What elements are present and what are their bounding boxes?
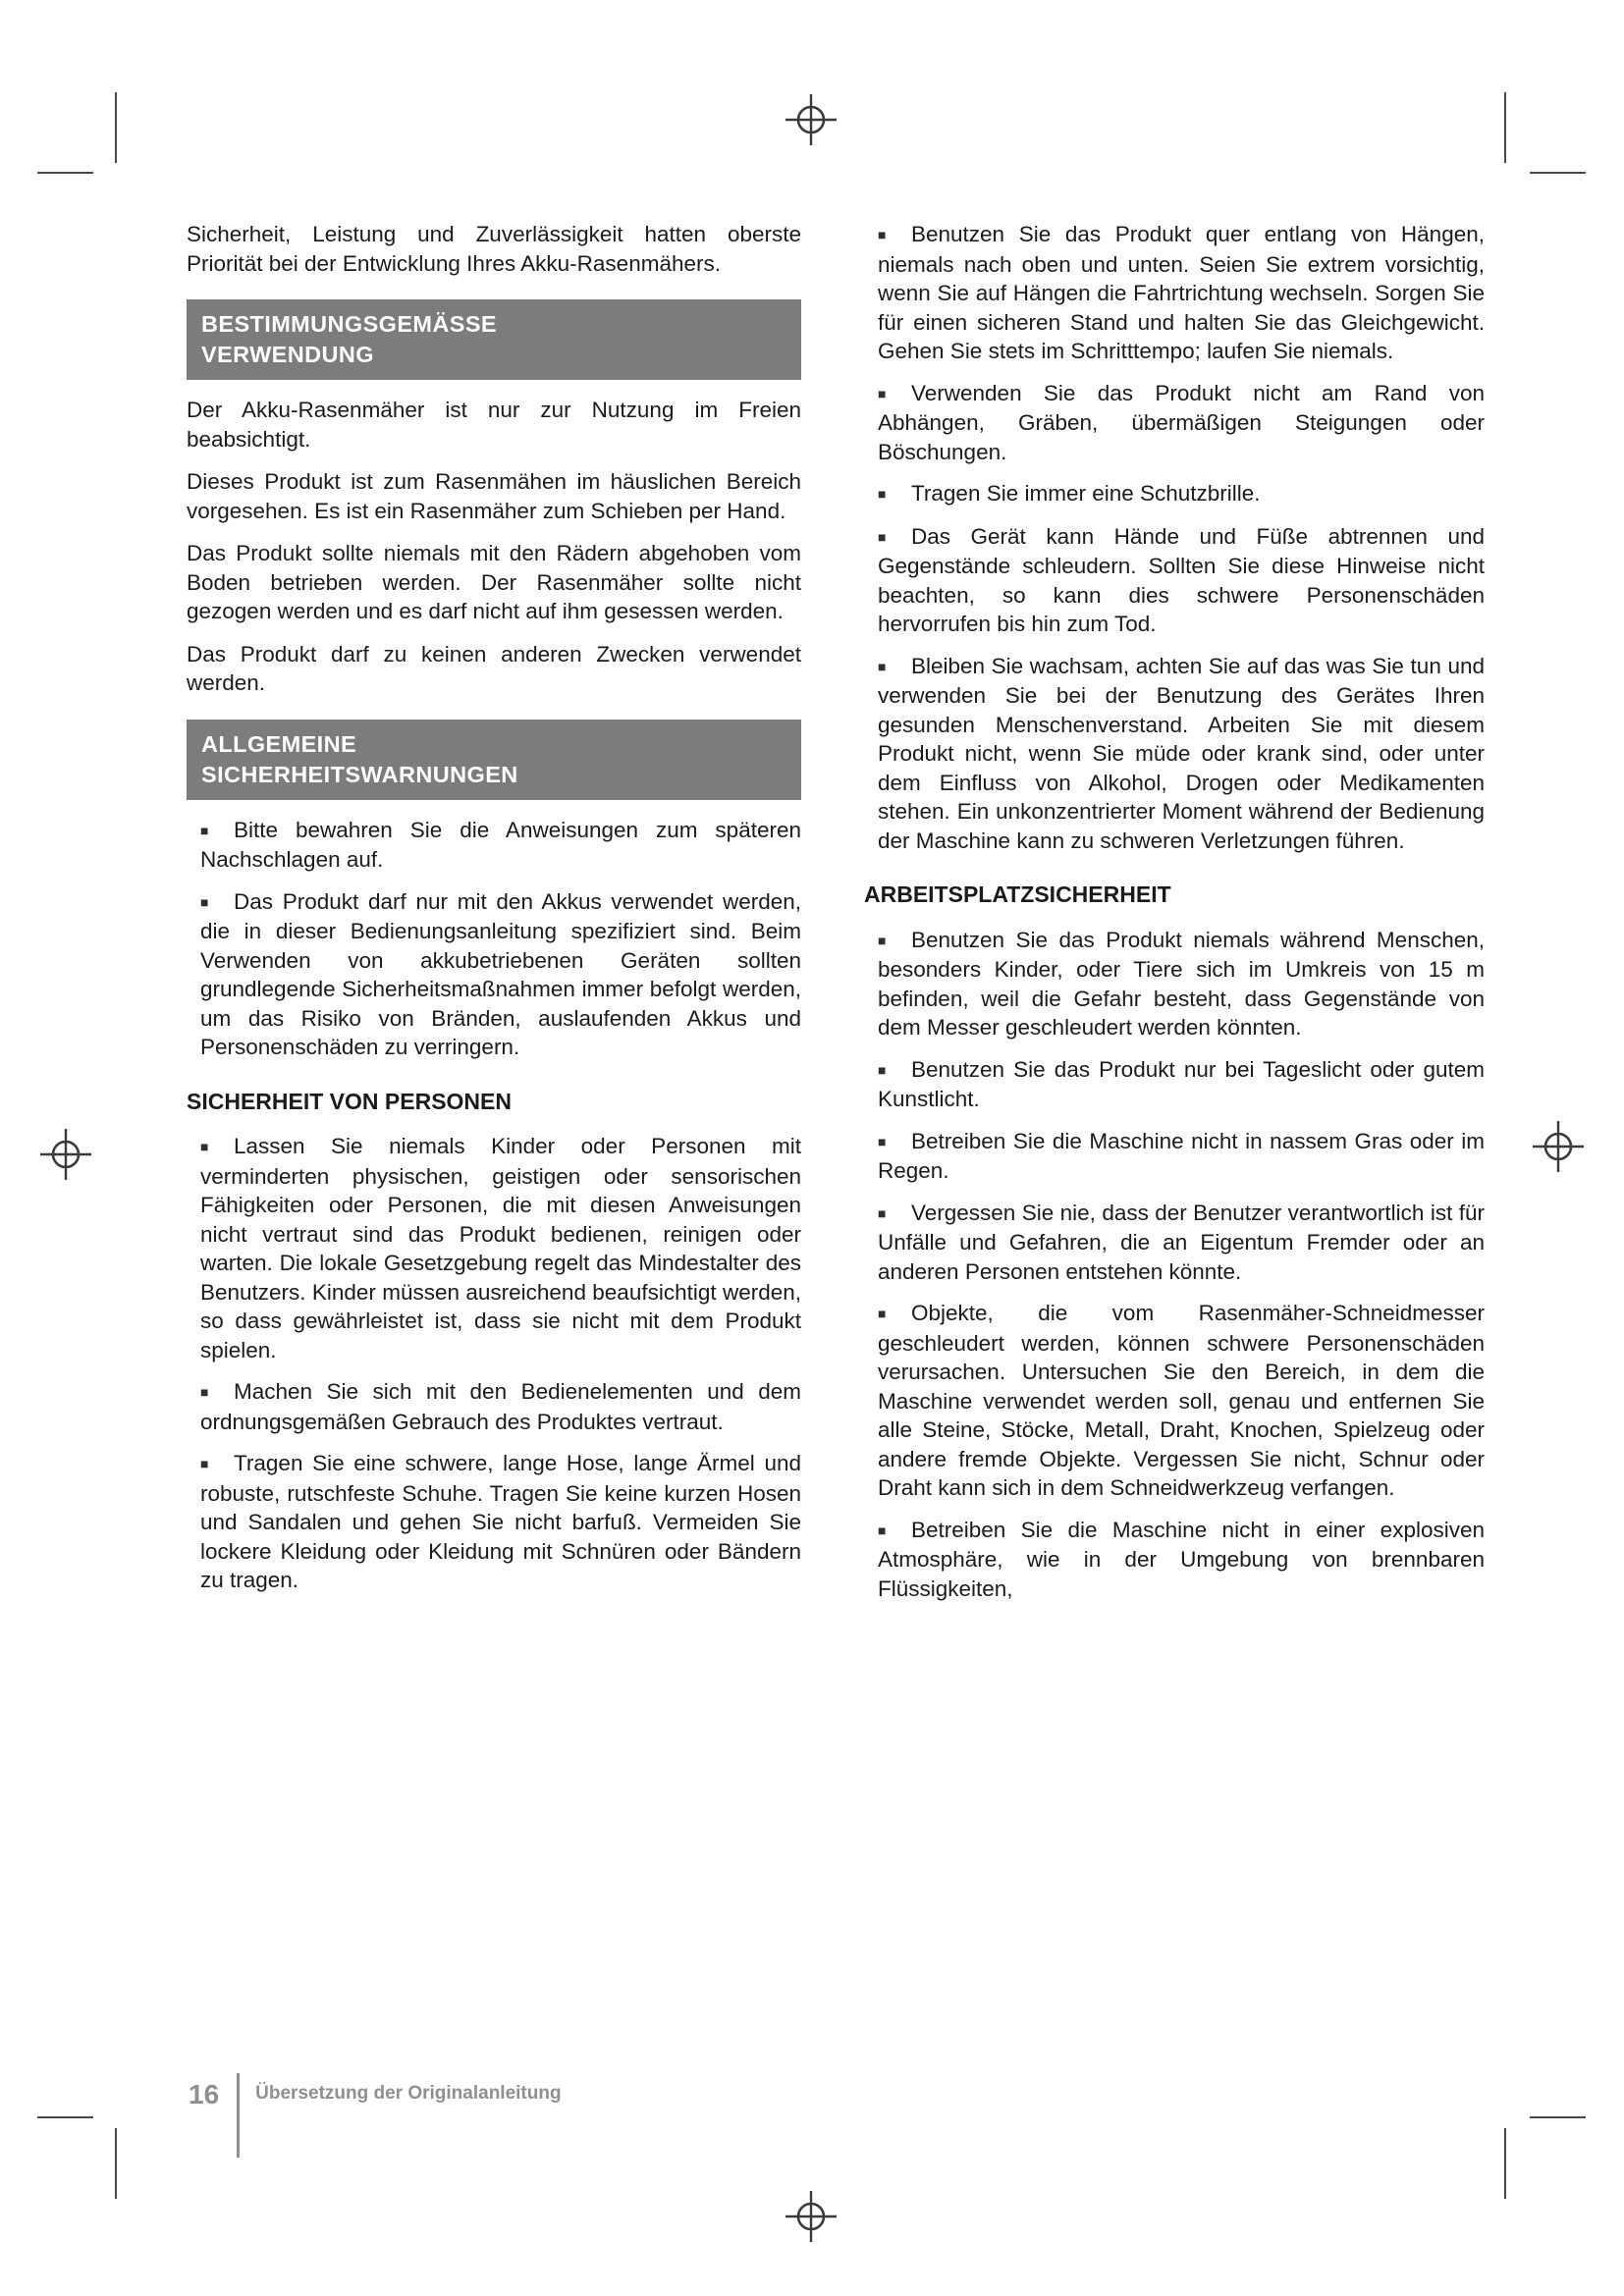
crop-mark-top-left-horizontal — [37, 172, 93, 174]
bullet-item — [187, 1132, 801, 1364]
section-title-line: ALLGEMEINE — [201, 730, 357, 757]
bullet-text: Benutzen Sie das Produkt quer entlang von Hängen, niemals nach oben und unten. Seien Sie extrem vorsichtig, wenn Sie auf Hängen die Fahrtrichtung wechseln. Sorgen Sie für einen sicheren Stand und halten Sie das Gleichgewicht. Gehen Sie stets im Schritttempo; laufen Sie niemals. — [878, 222, 1485, 363]
bullet-text: Betreiben Sie die Maschine nicht in nassem Gras oder im Regen. — [878, 1128, 1485, 1183]
bullet-item — [864, 1199, 1485, 1287]
square-bullet-icon: ■ — [878, 658, 887, 674]
bullet-text: Objekte, die vom Rasenmäher-Schneidmesser geschleudert werden, können schwere Personenschäden verursachen. Untersuchen Sie den Bereich, in dem die Maschine verwendet werden soll, genau und entfernen Sie alle Steine, Stöcke, Metall, Draht, Knochen, Spielzeug oder andere fremde Objekte. Vergessen Sie nicht, Schnur oder Draht kann sich in dem Schneidwerkzeug verfangen. — [878, 1301, 1485, 1500]
square-bullet-icon: ■ — [878, 1204, 887, 1221]
paragraph: Das Produkt darf zu keinen anderen Zwecken verwendet werden. — [187, 641, 801, 695]
bullet-item — [187, 816, 801, 875]
bullet-text: Lassen Sie niemals Kinder oder Personen mit verminderten physischen, geistigen oder sensorischen Fähigkeiten oder Personen, die mit diesen Anweisungen nicht vertraut sind das Produkt bedienen, reinigen oder warten. Die lokale Gesetzgebung regelt das Mindestalter des Benutzers. Kinder müssen ausreichend beaufsichtigt werden, so dass gewährleistet ist, dass sie nicht mit dem Produkt spielen. — [200, 1134, 801, 1362]
bullet-item — [187, 1449, 801, 1595]
square-bullet-icon: ■ — [878, 227, 887, 242]
section-title-line: VERWENDUNG — [201, 342, 374, 367]
square-bullet-icon: ■ — [878, 385, 887, 401]
square-bullet-icon: ■ — [200, 1139, 209, 1154]
paragraph: Dieses Produkt ist zum Rasenmähen im häuslichen Bereich vorgesehen. Es ist ein Rasenmäher zum Schieben per Hand. — [187, 469, 801, 523]
bullet-text: Tragen Sie immer eine Schutzbrille. — [911, 481, 1261, 506]
bullet-item — [864, 1127, 1485, 1186]
bullet-text: Tragen Sie eine schwere, lange Hose, lange Ärmel und robuste, rutschfeste Schuhe. Tragen Sie keine kurzen Hosen und Sandalen und gehen Sie nicht barfuß. Vermeiden Sie lockere Kleidung oder Kleidung mit Schnüren oder Bändern zu tragen. — [200, 1451, 801, 1592]
bullet-item — [864, 522, 1485, 639]
heading-personal-safety: SICHERHEIT VON PERSONEN — [187, 1088, 512, 1114]
bullet-item — [864, 479, 1485, 509]
bullet-text: Benutzen Sie das Produkt niemals während Menschen, besonders Kinder, oder Tiere sich im Umkreis von 15 m befinden, weil die Gefahr besteht, dass Gegenstände von dem Messer geschleudert werden könnten. — [878, 927, 1485, 1040]
bullet-item — [187, 1377, 801, 1436]
intro-paragraph: Sicherheit, Leistung und Zuverlässigkeit hatten oberste Priorität bei der Entwicklung Ihres Akku-Rasenmähers. — [187, 222, 801, 276]
bullet-text: Benutzen Sie das Produkt nur bei Tageslicht oder gutem Kunstlicht. — [878, 1056, 1485, 1111]
bullet-item — [864, 220, 1485, 366]
square-bullet-icon: ■ — [878, 1133, 887, 1149]
bullet-text: Vergessen Sie nie, dass der Benutzer verantwortlich ist für Unfälle und Gefahren, die an Eigentum Fremder oder an anderen Personen entstehen könnte. — [878, 1200, 1485, 1284]
footer-note: Übersetzung der Originalanleitung — [255, 2083, 562, 2104]
square-bullet-icon: ■ — [200, 893, 209, 910]
bullet-text: Das Produkt darf nur mit den Akkus verwendet werden, die in dieser Bedienungsanleitung spezifiziert sind. Beim Verwenden von akkubetriebenen Geräten sollten grundlegende Sicherheitsmaßnahmen immer befolgt werden, um das Risiko von Bränden, auslaufenden Akkus und Personenschäden zu verringern. — [200, 888, 801, 1059]
left-column — [187, 220, 801, 1608]
registration-mark-right-middle — [1533, 1121, 1584, 1172]
square-bullet-icon: ■ — [200, 822, 209, 838]
crop-mark-bottom-right-vertical — [1504, 2128, 1506, 2199]
bullet-item — [864, 1516, 1485, 1604]
bullet-text: Machen Sie sich mit den Bedienelementen und dem ordnungsgemäßen Gebrauch des Produktes vertraut. — [200, 1379, 801, 1434]
bullet-item — [187, 887, 801, 1062]
section-title-intended-use — [187, 299, 801, 380]
bullet-text: Verwenden Sie das Produkt nicht am Rand von Abhängen, Gräben, übermäßigen Steigungen oder Böschungen. — [878, 380, 1485, 464]
registration-mark-left-middle — [40, 1129, 91, 1180]
bullet-text: Bleiben Sie wachsam, achten Sie auf das was Sie tun und verwenden Sie bei der Benutzung des Gerätes Ihren gesunden Menschenverstand. Arbeiten Sie mit diesem Produkt nicht, wenn Sie müde oder krank sind, oder unter dem Einfluss von Alkohol, Drogen oder Medikamenten stehen. Ein unkonzentrierter Moment während der Bedienung der Maschine kann zu schweren Verletzungen führen. — [878, 653, 1485, 853]
registration-mark-bottom-center — [785, 2191, 837, 2242]
square-bullet-icon: ■ — [878, 528, 887, 545]
crop-mark-bottom-left-horizontal — [37, 2116, 93, 2118]
paragraph: Das Produkt sollte niemals mit den Rädern abgehoben vom Boden betrieben werden. Der Rasenmäher sollte nicht gezogen werden und es darf nicht auf ihm gesessen werden. — [187, 541, 801, 623]
crop-mark-top-left-vertical — [115, 92, 117, 163]
crop-mark-top-right-vertical — [1504, 92, 1506, 163]
bullet-item — [864, 1299, 1485, 1503]
bullet-item — [864, 379, 1485, 467]
bullet-text: Betreiben Sie die Maschine nicht in einer explosiven Atmosphäre, wie in der Umgebung von brennbaren Flüssigkeiten, — [878, 1517, 1485, 1601]
heading-workplace-safety: ARBEITSPLATZSICHERHEIT — [864, 881, 1171, 907]
registration-mark-top-center — [785, 94, 837, 145]
bullet-text: Bitte bewahren Sie die Anweisungen zum späteren Nachschlagen auf. — [200, 817, 801, 872]
section-title-line: BESTIMMUNGSGEMÄSSE — [201, 311, 497, 337]
crop-mark-bottom-left-vertical — [115, 2128, 117, 2199]
crop-mark-top-right-horizontal — [1530, 172, 1586, 174]
bullet-item — [864, 652, 1485, 856]
bullet-item — [864, 926, 1485, 1042]
square-bullet-icon: ■ — [878, 486, 887, 502]
page-footer — [189, 2073, 562, 2158]
square-bullet-icon: ■ — [878, 932, 887, 948]
section-title-general-warnings — [187, 720, 801, 800]
crop-mark-bottom-right-horizontal — [1530, 2116, 1586, 2118]
square-bullet-icon: ■ — [878, 1522, 887, 1538]
right-column — [864, 220, 1485, 1616]
paragraph: Der Akku-Rasenmäher ist nur zur Nutzung im Freien beabsichtigt. — [187, 398, 801, 452]
footer-page-number: 16 — [189, 2079, 220, 2109]
bullet-text: Das Gerät kann Hände und Füße abtrennen und Gegenstände schleudern. Sollten Sie diese Hinweise nicht beachten, so kann dies schwere Personenschäden hervorrufen bis hin zum Tod. — [878, 523, 1485, 636]
section-title-line: SICHERHEITSWARNUNGEN — [201, 761, 518, 787]
bullet-item — [864, 1055, 1485, 1114]
square-bullet-icon: ■ — [200, 1456, 209, 1471]
square-bullet-icon: ■ — [878, 1061, 887, 1078]
square-bullet-icon: ■ — [878, 1306, 887, 1321]
square-bullet-icon: ■ — [200, 1384, 209, 1400]
